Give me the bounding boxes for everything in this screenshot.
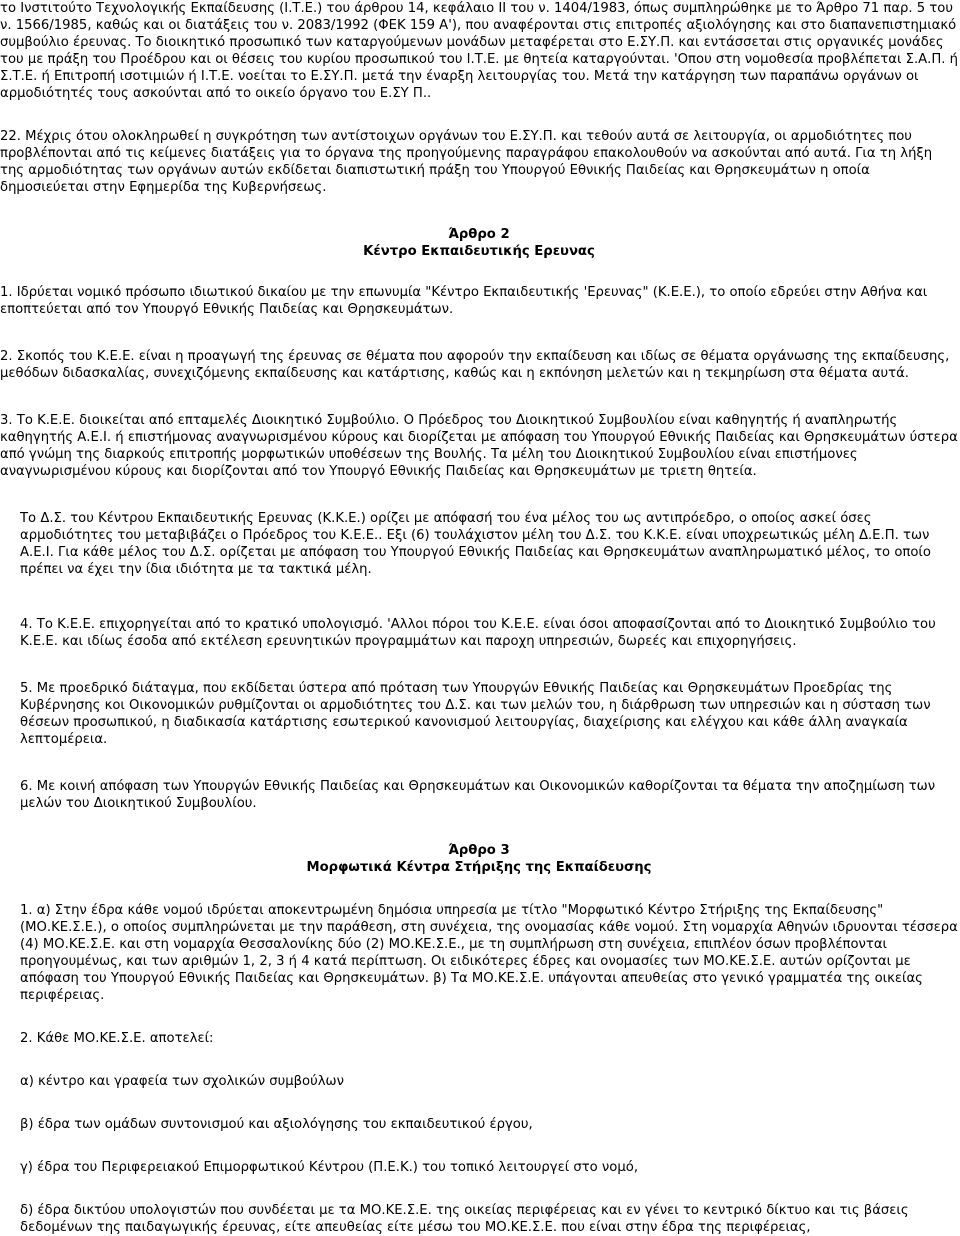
article-2-para-1: 1. Ιδρύεται νομικό πρόσωπο ιδιωτικού δικαίου με την επωνυμία "Κέντρο Εκπαιδευτικής 'Ερευνας" (Κ.Ε.Ε.), το οποίο εδρεύει στην Αθήνα και εποπτεύεται από τον Υπουργό Εθνικής Παιδείας και Θρησκευμάτων. — [0, 285, 928, 317]
article-3-item-b: β) έδρα των ομάδων συντονισμού και αξιολόγησης του εκπαιδευτικού έργου, — [20, 1117, 533, 1132]
article-3-subtitle: Μορφωτικά Κέντρα Στήριξης της Εκπαίδευσης — [306, 860, 652, 875]
paragraph-22: 22. Μέχρις ότου ολοκληρωθεί η συγκρότηση των αντίστοιχων οργάνων του Ε.ΣΥ.Π. και τεθούν αυτά σε λειτουργία, οι αρμοδιότητες που προβλέπονται από τις κείμενες διατάξεις για το όργανα της προηγούμενης παραγράφου επακολουθούν να ασκούνται από αυτά. Για τη λήξη της αρμοδιότητας των οργάνων αυτών εκδίδεται διαπιστωτική πράξη του Υπουργού Εθνικής Παιδείας και Θρησκευμάτων η οποία δημοσιεύεται στην Εφημερίδα της Κυβερνήσεως. — [0, 129, 933, 195]
article-2-para-2: 2. Σκοπός του Κ.Ε.Ε. είναι η προαγωγή της έρευνας σε θέματα που αφορούν την εκπαίδευση και ιδίως σε θέματα οργάνωσης της εκπαίδευσης, μεθόδων διδασκαλίας, συνεχιζόμενης εκπαίδευσης και κατάρτισης, καθώς και η εκπόνηση μελετών και η τεκμηρίωση στα θέματα αυτά. — [0, 349, 950, 381]
article-2-para-4: 4. Το Κ.Ε.Ε. επιχορηγείται από το κρατικό υπολογισμό. 'Αλλοι πόροι του Κ.Ε.Ε. είναι όσοι αποφασίζονται από το Διοικητικό Συμβούλιο του Κ.Ε.Ε. και ιδίως έσοδα από εκτέλεση ερευνητικών προγραμμάτων και παροχη υπηρεσιών, δωρεές και επιχορηγήσεις. — [20, 617, 936, 649]
article-3-title: Άρθρο 3 — [448, 843, 510, 858]
article-3-para-2: 2. Κάθε ΜΟ.ΚΕ.Σ.Ε. αποτελεί: — [20, 1031, 214, 1046]
article-3-para-1: 1. α) Στην έδρα κάθε νομού ιδρύεται αποκεντρωμένη δημόσια υπηρεσία με τίτλο "Μορφωτικό Κέντρο Στήριξης της Εκπαίδευσης" (ΜΟ.ΚΕ.Σ.Ε.), ο οποίος συμπληρώνεται με την παράθεση, στη συνέχεια, της ονομασίας κάθε νομού. Στη νομαρχία Αθηνών ιδρυονται τέσσερα (4) ΜΟ.ΚΕ.Σ.Ε. και στη νομαρχία Θεσσαλονίκης δύο (2) ΜΟ.ΚΕ.Σ.Ε., με τη συμπλήρωση στη συνέχεια, επιπλέον όσων προβλέπονται προηγουμένως, και των αριθμών 1, 2, 3 ή 4 κατά περίπτωση. Οι ειδικότερες έδρες και ονομασίες των ΜΟ.ΚΕ.Σ.Ε. αυτών ορίζονται με απόφαση του Υπουργού Εθνικής Παιδείας και Θρησκευμάτων. β) Τα ΜΟ.ΚΕ.Σ.Ε. υπάγονται απευθείας στο γενικό γραμματέα της οικείας περιφέρειας. — [20, 903, 958, 1003]
article-2-title: Άρθρο 2 — [448, 227, 510, 242]
article-2-para-5: 5. Με προεδρικό διάταγμα, που εκδίδεται ύστερα από πρόταση των Υπουργών Εθνικής Παιδείας και Θρησκευμάτων Προεδρίας της Κυβέρνησης κοι Οικονομικών ρυθμίζονται οι αρμοδιότητες του Δ.Σ. και των μελών του, η διάρθρωση των υπηρεσιών και η σύσταση των θέσεων προσωπικού, η διαδικασία κατάρτισης εσωτερικού κανονισμού λειτουργίας, διαχείρισης και ελέγχου και κάθε άλλη αναγκαία λεπτομέρεια. — [20, 681, 931, 747]
article-2-subtitle: Κέντρο Εκπαιδευτικής Ερευνας — [363, 244, 595, 259]
article-2-para-3b: Το Δ.Σ. του Κέντρου Εκπαιδευτικής Ερευνας (Κ.Κ.Ε.) ορίζει με απόφασή του ένα μέλος του ως αντιπρόεδρο, ο οποίος ασκεί όσες αρμοδιότητες του μεταβιβάζει ο Πρόεδρος του Κ.Ε.Ε.. Εξι (6) τουλάχιστον μέλη του Δ.Σ. του Κ.Κ.Ε. είναι υποχρεωτικώς μέλη Δ.Ε.Π. των Α.Ε.Ι. Για κάθε μέλος του Δ.Σ. ορίζεται με απόφαση του Υπουργού Εθνικής Παιδείας και Θρησκευμάτων αναπληρωματικό μέλος, το οποίο πρέπει να έχει την ίδια ιδιότητα με τα τακτικά μέλη. — [20, 511, 931, 577]
paragraph-continuation: το Ινστιτούτο Τεχνολογικής Εκπαίδευσης (Ι.Τ.Ε.) του άρθρου 14, κεφάλαιο ΙΙ του ν. 1404/1983, όπως συμπληρώθηκε με το Άρθρο 71 παρ. 5 του ν. 1566/1985, καθώς και οι διατάξεις του ν. 2083/1992 (ΦΕΚ 159 Α'), που αναφέρονται στις επιτροπές αξιολόγησης και στο διαπανεπιστημιακό συμβούλιο έρευνας. Το διοικητικό προσωπικό των καταργούμενων μονάδων μεταφέρεται στο Ε.ΣΥ.Π. και εντάσσεται στις οργανικές μονάδες του με πράξη του Προέδρου και οι θέσεις του κυρίου προσωπικού του Ι.Τ.Ε. με θητεία καταργούνται. 'Οπου στη νομοθεσία προβλέπεται Σ.Α.Π. ή Σ.Τ.Ε. ή Επιτροπή ισοτιμιών ή Ι.Τ.Ε. νοείται το Ε.ΣΥ.Π. μετά την έναρξη λειτουργίας του. Μετά την κατάργηση των παραπάνω οργάνων οι αρμοδιότητές τους ασκούνται από το οικείο όργανο του Ε.ΣΥ Π.. — [0, 1, 959, 101]
article-3-item-a: α) κέντρο και γραφεία των σχολικών συμβούλων — [20, 1074, 344, 1089]
article-3-item-d: δ) έδρα δικτύου υπολογιστών που συνδέεται με τα ΜΟ.ΚΕ.Σ.Ε. της οικείας περιφέρειας και εν γένει το κεντρικό δίκτυο και τις βάσεις δεδομένων της παιδαγωγικής έρευνας, είτε απευθείας είτε μέσω του ΜΟ.ΚΕ.Σ.Ε. που είναι στην έδρα της περιφέρειας, — [20, 1203, 909, 1235]
article-2-para-3: 3. Το Κ.Ε.Ε. διοικείται από επταμελές Διοικητικό Συμβούλιο. Ο Πρόεδρος του Διοικητικού Συμβουλίου είναι καθηγητής ή αναπληρωτής καθηγητής Α.Ε.Ι. ή επιστήμονας αναγνωρισμένου κύρους και διορίζεται με απόφαση του Υπουργού Εθνικής Παιδείας και Θρησκευμάτων ύστερα από γνώμη της διαρκούς επιτροπής μορφωτικών υποθέσεων της Βουλής. Τα μέλη του Διοικητικού Συμβουλίου είναι επιστήμονες αναγνωρισμένου κύρους και διορίζονται από τον Υπουργό Εθνικής Παιδείας και Θρησκευμάτων με τριετη θητεία. — [0, 413, 958, 479]
article-3-item-c: γ) έδρα του Περιφερειακού Επιμορφωτικού Κέντρου (Π.Ε.Κ.) του τοπικό λειτουργεί στο νομό, — [20, 1160, 639, 1175]
article-2-para-6: 6. Με κοινή απόφαση των Υπουργών Εθνικής Παιδείας και Θρησκευμάτων και Οικονομικών καθορίζονται τα θέματα την αποζημίωση των μελών του Διοικητικού Συμβουλίου. — [20, 779, 936, 811]
